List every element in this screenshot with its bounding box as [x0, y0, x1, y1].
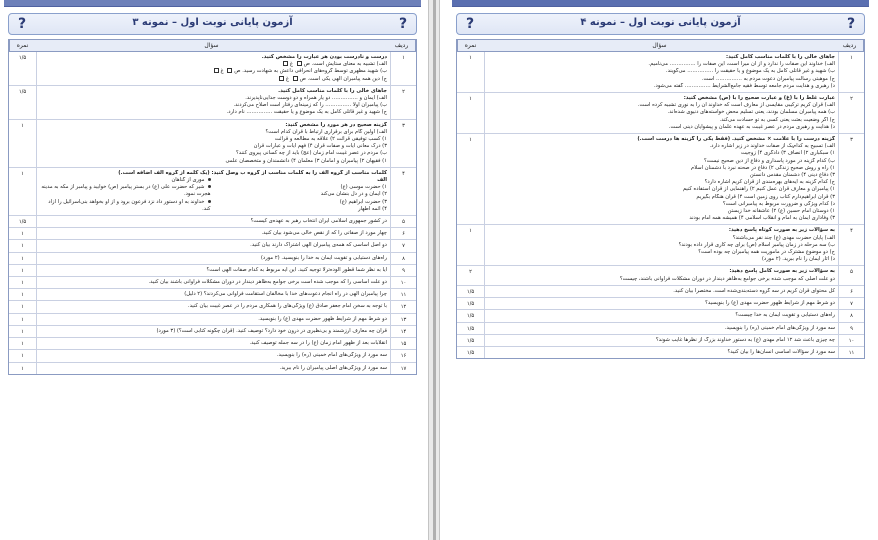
question-text: سه مورد از ویژگی‌های امام خمینی (ره) را بنویسید.: [276, 352, 387, 359]
row-number: ۵: [838, 266, 864, 284]
row-number: ۱۳: [390, 314, 416, 325]
row-number: ۳: [838, 134, 864, 224]
question-text: الف) ایمان و …………… دو یار همراه و دو دوست جدایی‌ناپذیرند.: [245, 95, 387, 102]
false-checkbox[interactable]: [283, 61, 288, 66]
group-b-text: خداوند به او دستور داد نزد فرعون برود و از او بخواهد بنی‌اسرائیل را آزاد کند.: [48, 198, 211, 212]
question-cell: [37, 120, 390, 167]
bullet-icon: [208, 178, 211, 181]
col-question: سؤال: [652, 42, 667, 49]
row-number: ۱: [390, 52, 416, 85]
row-score: ۱: [9, 338, 37, 349]
question-text: چه چیزی باعث شد ۱۲ امام مهدی (ع) به دستور خداوند بزرگ از نظرها غایب شوند؟: [655, 336, 835, 343]
row-score: ۱: [9, 363, 37, 374]
question-cell: [485, 323, 838, 334]
table-row: [457, 225, 864, 266]
question-line: [40, 267, 387, 274]
question-cell: [37, 216, 390, 227]
row-number: ۷: [838, 298, 864, 309]
question-line: [40, 150, 387, 157]
question-cell: [37, 326, 390, 337]
question-text: ۱) سبکباری ۲) انصاف ۳) دادگری ۴) زوجیت: [740, 150, 835, 157]
table-row: [457, 52, 864, 93]
row-score: ۱/۵: [9, 216, 37, 227]
question-title: گزینه صحیح در هر مورد را مشخص کنید:: [285, 121, 387, 128]
table-row: [9, 301, 416, 313]
row-number: ۸: [390, 253, 416, 264]
table-row: [9, 338, 416, 350]
group-b-item: [40, 184, 211, 198]
question-cell: [485, 310, 838, 321]
question-line: [488, 194, 835, 201]
question-line: [488, 102, 835, 109]
table-row: [9, 314, 416, 326]
question-line: [40, 328, 387, 335]
row-score: ۱: [9, 350, 37, 361]
page-divider: [428, 0, 440, 540]
table-header: [457, 40, 864, 52]
row-number: ۹: [838, 323, 864, 334]
help-icon[interactable]: ?: [465, 16, 475, 32]
question-line: [488, 201, 835, 208]
table-row: [457, 310, 864, 322]
question-text: ۱) راه و روش صحیح زندگی ۲) دفاع در صحنه نبرد با دشمنان اسلام: [690, 164, 835, 171]
table-body: [457, 52, 864, 358]
question-text: ب) کدام گزینه در مورد پاسداری و دفاع از دین صحیح نیست؟: [704, 157, 835, 164]
question-text: الف) اولین گام برای برقراری ارتباط با قرآن کدام است؟: [265, 128, 387, 135]
question-line: [488, 172, 835, 179]
question-cell: [37, 363, 390, 374]
question-text: ب) پیامبران اولا …………… را که زمینه‌ای رفتار است اصلاح می‌کردند.: [233, 102, 387, 109]
row-number: ۱۱: [390, 289, 416, 300]
group-a-item: ۲) ایمان و در دل بنشان می‌کند: [320, 191, 387, 198]
question-text: دو شرط مهم از شرایط ظهور حضرت مهدی (ع) را بنویسید.: [258, 315, 387, 322]
row-score: ۱/۵: [9, 86, 37, 119]
question-line: [40, 218, 387, 225]
row-number: ۹: [390, 265, 416, 276]
group-a: [217, 177, 388, 213]
question-text: آیا به نظر شما قطور الوده‌ترلا توجیه کنید. این آیه مربوط به کدام صفات الهی است؟: [206, 266, 387, 273]
question-cell: [37, 265, 390, 276]
true-checkbox[interactable]: [293, 76, 298, 81]
question-line: [488, 186, 835, 193]
row-score: ۱: [9, 253, 37, 264]
question-cell: [37, 301, 390, 312]
question-title: درست و نادرست بودن هر عبارت را مشخص کنید.: [261, 54, 387, 60]
false-checkbox[interactable]: [214, 68, 219, 73]
question-line: [488, 235, 835, 242]
question-cell: [37, 277, 390, 288]
table-row: [9, 363, 416, 374]
group-a-item: ۳) حضرت ابراهیم (ع): [339, 198, 387, 205]
question-text: راه‌های دستیابی و تقویت ایمان به خدا را بنویسید. (۲ مورد): [260, 254, 387, 261]
question-line: [40, 303, 387, 310]
question-text: ب) شهید و غیر قاتلی کامل به یک موضوع و یا حقیقت را …………… می‌گویند.: [665, 68, 835, 75]
group-b-item: [40, 177, 211, 184]
bullet-icon: [208, 185, 211, 188]
table-row: [9, 326, 416, 338]
row-score: ۱: [9, 265, 37, 276]
table-row: [9, 168, 416, 216]
row-number: ۶: [838, 286, 864, 297]
table-body: [9, 52, 416, 374]
question-line: [488, 124, 835, 131]
table-row: [457, 298, 864, 310]
question-line: [488, 349, 835, 356]
question-cell: [37, 86, 390, 119]
row-score: ۱: [9, 301, 37, 312]
false-label: غ: [220, 68, 224, 75]
true-label: ص: [303, 61, 310, 68]
table-row: [457, 134, 864, 225]
question-text: دو شرط مهم از شرایط ظهور حضرت مهدی (ع) را بنویسید؟: [705, 300, 835, 307]
row-number: ۱۱: [838, 347, 864, 358]
question-line: [488, 83, 835, 90]
table-row: [457, 93, 864, 134]
row-number: ۱: [838, 52, 864, 92]
matching-columns: [40, 177, 387, 213]
question-line: [40, 365, 387, 372]
question-line: [40, 352, 387, 359]
question-line: [40, 61, 387, 68]
row-number: ۱۰: [838, 335, 864, 346]
false-checkbox[interactable]: [279, 76, 284, 81]
question-line: [40, 291, 387, 298]
question-text: ۳) درک معانی آیات و صفات قرآن ۴) فهم آیات و عبارات قرآن: [253, 143, 387, 150]
question-text: ب) مردم در عصر غیبت امام زمان (عج) باید از چه کسانی پیروی کنند؟: [236, 150, 387, 157]
question-text: ۱) کسب توفیقی قرائت ۲) علاقه به مطالعه و قرائت: [274, 136, 387, 143]
row-number: ۳: [390, 120, 416, 167]
question-text: ۱) دوستان امام حسین (ع) ۲) عاشقانه خدا زیستن: [727, 208, 835, 215]
question-line: [40, 230, 387, 237]
group-a-item: ۴) ائمه اطهار: [358, 205, 387, 212]
question-cell: [485, 93, 838, 133]
question-text: ۳) دفاع دینی ۴) دشمنان مقدس دانستن: [749, 172, 835, 179]
table-row: [457, 335, 864, 347]
question-cell: [485, 298, 838, 309]
table-row: [9, 86, 416, 120]
left-page: [4, 0, 421, 540]
group-b-item: [40, 199, 211, 213]
table-header: [9, 40, 416, 52]
row-score: ۱: [457, 93, 485, 133]
question-text: سه مورد از سؤالات اساسی انسان‌ها را بیان کنید؟: [727, 348, 835, 355]
row-number: ۴: [390, 168, 416, 215]
col-num: ردیف: [836, 40, 864, 51]
question-text: انقلابات بعد از ظهور امام زمان (ع) را در سه جمله توصیف کنید.: [249, 340, 387, 347]
question-text: ب) سه مرحله در زمان پیامبر اسلام (ص) برای چه کاری قرار داده بودند؟: [678, 241, 835, 248]
question-line: [488, 143, 835, 150]
question-line: [488, 312, 835, 319]
row-score: ۱/۵: [457, 347, 485, 358]
question-cell: [37, 289, 390, 300]
question-line: [40, 242, 387, 249]
question-title: عبارت غلط را با (غ) و عبارت صحیح را با (ص) مشخص کنید:: [683, 95, 835, 102]
question-line: [40, 255, 387, 262]
question-text: قرآن چه معارف ارزشمند و بی‌نظیری در درون خود دارد؟ توصیف کنید. (قرآن چگونه کتابی است؟) (۳ مورد): [156, 327, 387, 334]
question-line: [488, 150, 835, 157]
question-line: [488, 109, 835, 116]
row-number: ۱۵: [390, 338, 416, 349]
row-score: ۱: [9, 168, 37, 215]
question-text: د) رهبری و هدایت مردم جامعه توسط فقیه جامع‌الشرایط …………… گفته می‌شود.: [653, 82, 835, 89]
question-title: به سؤالات زیر به صورت کامل پاسخ دهید:: [729, 268, 835, 275]
question-text: در کشور جمهوری اسلامی ایران انتخاب رهبر به عهده‌ی کیست؟: [250, 218, 387, 225]
help-icon[interactable]: ?: [846, 16, 856, 32]
row-number: ۲: [390, 86, 416, 119]
true-checkbox[interactable]: [227, 68, 232, 73]
question-text: د) هدایت و رهبری مردم در عصر غیبت به عهده علمان و پیشوایان دینی است.: [668, 123, 835, 130]
question-text: کل محتوای قرآن کریم در سه گروه دسته‌بندی‌شده است. مختصراً بیان کنید.: [673, 287, 835, 294]
question-text: ج) اگر وضعیت بعثت یعنی کسی به تو حسادت می‌کند.: [719, 116, 835, 123]
question-line: [488, 165, 835, 172]
true-label: ص: [234, 68, 241, 75]
question-line: [488, 68, 835, 75]
table-row: [9, 120, 416, 168]
row-number: ۲: [838, 93, 864, 133]
question-text: الف) تشبیه به معنای ستایش است.: [311, 61, 387, 68]
question-line: [488, 61, 835, 68]
group-b-text: شیر که حضرت علی (ع) در بستر پیامبر (ص) خوابید و پیامبر از مکه به مدینه هجرت نمود.: [41, 184, 211, 198]
question-text: ۳) وفاداری ایمان به امام و انقلاب اسلامی ۴) همیشه همه امام بودند: [689, 215, 835, 222]
question-line: [488, 117, 835, 124]
table-row: [457, 286, 864, 298]
question-line: [40, 340, 387, 347]
row-score: ۱/۵: [457, 335, 485, 346]
row-number: ۸: [838, 310, 864, 321]
row-score: ۲: [457, 266, 485, 284]
question-text: ۳) قرآن ابراهیم‌دارم کتاب روی زمین است ۴) قرآن هنگام بگیریم: [696, 193, 835, 200]
question-cell: [37, 253, 390, 264]
question-text: ۱) فقیهان ۲) پیامبران و امامان ۳) معلمان ۴) دانشمندان و متخصصان علمی: [225, 157, 387, 164]
col-num: ردیف: [388, 40, 416, 51]
table-row: [9, 216, 416, 228]
row-score: ۱/۵: [457, 310, 485, 321]
question-cell: [485, 266, 838, 284]
row-number: ۱۴: [390, 326, 416, 337]
divider-bar: [433, 0, 436, 540]
table-row: [9, 253, 416, 265]
row-score: ۱: [9, 228, 37, 239]
page-title: آزمون پایانی نوبت اول – نمونه ۴: [580, 17, 741, 28]
col-score: نمره: [457, 40, 483, 51]
question-cell: [485, 134, 838, 224]
question-title: جاهای خالی را با کلمات مناسب کامل کنید.: [278, 87, 387, 94]
question-title: گزینه درست را با علامت × مشخص کنید. (فقط یکی را گزینه ها درست است.): [637, 136, 835, 143]
row-score: ۱: [9, 289, 37, 300]
question-line: [488, 325, 835, 332]
help-icon[interactable]: ?: [17, 16, 27, 32]
question-text: دو علت اساسی را که موجب شده است برخی جوامع به‌ظاهر دیندار در دوران مشکلات فراوانی باشند بیان کنید.: [148, 279, 387, 286]
question-text: چهار مورد از صفاتی را که از نقص خالی می‌شود بیان کنید.: [261, 230, 387, 237]
row-number: ۶: [390, 228, 416, 239]
row-number: ۱۷: [390, 363, 416, 374]
true-label: ص: [299, 75, 306, 82]
question-cell: [485, 347, 838, 358]
question-text: د) کدام ویژگی و ضرورت مربوط به پیامبرانی است؟: [722, 200, 835, 207]
table-row: [9, 289, 416, 301]
question-text: ج) دو موضوع مشترک در مأموریت همه پیامبران چه بوده است؟: [698, 249, 835, 256]
right-page: [452, 0, 869, 540]
question-line: [40, 158, 387, 165]
col-score: نمره: [9, 40, 35, 51]
question-line: [488, 337, 835, 344]
question-text: ج) دین همه پیامبران الهی یکی است.: [307, 75, 387, 82]
row-number: ۱۰: [390, 277, 416, 288]
question-line: [488, 242, 835, 249]
question-title: جاهای خالی را با کلمات مناسب کامل کنید:: [726, 54, 835, 60]
question-text: ج) موهبتی رسالت پیامبران دعوت مردم به …………… است.: [701, 75, 835, 82]
question-line: [488, 158, 835, 165]
question-text: راه‌های دستیابی و تقویت ایمان به خدا چیست؟: [735, 312, 835, 319]
question-title: به سؤالات زیر به صورت کوتاه پاسخ دهید:: [728, 227, 835, 234]
group-a-item: ۱) حضرت موسی (ع): [340, 184, 387, 191]
question-cell: [37, 314, 390, 325]
table-row: [9, 265, 416, 277]
question-line: [40, 279, 387, 286]
question-text: الف) تسبیح به کدام‌یک از صفات خداوند در زیر اشاره دارد.: [709, 143, 835, 150]
question-line: [488, 215, 835, 222]
table-row: [9, 240, 416, 252]
question-line: [488, 76, 835, 83]
row-score: ۱: [9, 314, 37, 325]
question-text: چرا پیامبران الهی در راه انجام دعوت‌های خدا با مخالفان استقامت فراوانی می‌کردند؟ (۲ دلیل): [184, 291, 387, 298]
top-band: [4, 0, 421, 7]
table-row: [9, 228, 416, 240]
question-text: دو علت اصلی که موجب شده برخی جوامع به‌ظاهر دیندار در دوران مشکلات فراوانی باشند، چیست؟: [619, 275, 835, 282]
false-label: غ: [289, 61, 293, 68]
row-number: ۵: [390, 216, 416, 227]
question-cell: [37, 240, 390, 251]
question-text: دو اصل اساسی که همه‌ی پیامبران الهی اشتراک دارند بیان کنید.: [250, 242, 387, 249]
question-text: سه مورد از ویژگی‌های اصلی پیامبران را نام ببرید.: [279, 364, 387, 371]
table-row: [9, 52, 416, 86]
question-text: ب) همه پیامبران مسلمان بودند، یعنی تسلیم محض خواسته‌های دنیوی شده‌اند.: [667, 109, 835, 116]
question-line: [488, 276, 835, 283]
table-row: [457, 323, 864, 335]
table-row: [457, 266, 864, 285]
question-text: ب) شهید مظهری توسط گروه‌های انحرافی داعش به شهادت رسید.: [242, 68, 387, 75]
group-a-label: الف: [377, 177, 387, 184]
question-line: [40, 95, 387, 102]
help-icon[interactable]: ?: [398, 16, 408, 32]
row-score: ۱/۵: [9, 52, 37, 85]
row-number: ۴: [838, 225, 864, 265]
row-score: ۱: [9, 277, 37, 288]
question-line: [488, 288, 835, 295]
row-score: ۱: [457, 134, 485, 224]
row-score: ۱: [9, 120, 37, 167]
question-line: [40, 136, 387, 143]
row-score: ۱/۵: [457, 298, 485, 309]
page-header: [456, 13, 865, 35]
question-cell: [37, 228, 390, 239]
table-row: [9, 277, 416, 289]
question-text: الف) خداوند این صفات را ندارد و از آن میرا است، این صفات را …………… می‌نامیم.: [648, 61, 835, 68]
question-cell: [485, 286, 838, 297]
exam-table: [8, 39, 417, 375]
question-cell: [485, 225, 838, 265]
question-text: ۱) پیامبران و معارف قرآن عمل کنیم ۲) راهنمایی از قرآن استفاده کنیم: [682, 186, 835, 193]
group-b-text: موری از گناهان: [171, 177, 205, 184]
page-header: [8, 13, 417, 35]
row-number: ۱۲: [390, 301, 416, 312]
question-cell: [485, 52, 838, 92]
row-score: ۱: [9, 326, 37, 337]
question-line: [40, 68, 387, 75]
page-title: آزمون پایانی نوبت اول – نمونه ۳: [132, 17, 293, 28]
row-score: ۱/۵: [457, 286, 485, 297]
row-score: ۱: [457, 52, 485, 92]
question-line: [40, 76, 387, 83]
question-text: ج) شهید و غیر قاتلی کامل به یک موضوع و یا حقیقت …………… نام دارد.: [226, 109, 387, 116]
question-cell: [37, 52, 390, 85]
top-band: [452, 0, 869, 7]
question-line: [40, 316, 387, 323]
question-text: د) آثار ایمان را نام ببرید. (۲ مورد): [761, 256, 835, 263]
question-line: [40, 102, 387, 109]
question-line: [488, 300, 835, 307]
question-cell: [37, 338, 390, 349]
question-line: [40, 143, 387, 150]
table-row: [9, 350, 416, 362]
table-row: [457, 347, 864, 358]
question-line: [488, 256, 835, 263]
question-text: الف) قرآن کریم ترکیبی مقایسی از معارف است که خداوند آن را به نوری تشبیه کرده است.: [637, 102, 835, 109]
row-number: ۱۶: [390, 350, 416, 361]
exam-table: [456, 39, 865, 359]
question-text: ج) کدام گزینه به آیه‌های بهره‌مندی از قرآن کریم اشاره دارد؟: [704, 179, 835, 186]
row-number: ۷: [390, 240, 416, 251]
row-score: ۱: [457, 225, 485, 265]
bullet-icon: [208, 200, 211, 203]
question-cell: [37, 350, 390, 361]
row-score: ۱/۵: [457, 323, 485, 334]
question-text: الف) پایان حضرت مهدی (ع) چند نفر می‌باشند؟: [732, 234, 835, 241]
question-text: با توجه به سخن امام جعفر صادق (ع) ویژگی‌های را همکاری مردم را در عصر غیبت بیان کنید.: [187, 303, 387, 310]
question-line: [40, 109, 387, 116]
true-checkbox[interactable]: [297, 61, 302, 66]
question-cell: [37, 168, 390, 215]
false-label: غ: [285, 75, 289, 82]
group-b: [40, 177, 211, 213]
col-question: سؤال: [204, 42, 219, 49]
row-score: ۱: [9, 240, 37, 251]
question-line: [488, 249, 835, 256]
question-line: [40, 129, 387, 136]
question-line: [488, 208, 835, 215]
question-line: [488, 179, 835, 186]
question-title: کلمات مناسب از گروه الف را به کلمات مناسب از گروه ب وصل کنید: (یک کلمه از گروه الف اضافه است.): [118, 169, 387, 176]
question-cell: [485, 335, 838, 346]
question-text: سه مورد از ویژگی‌های امام خمینی (ره) را بنویسید.: [724, 324, 835, 331]
